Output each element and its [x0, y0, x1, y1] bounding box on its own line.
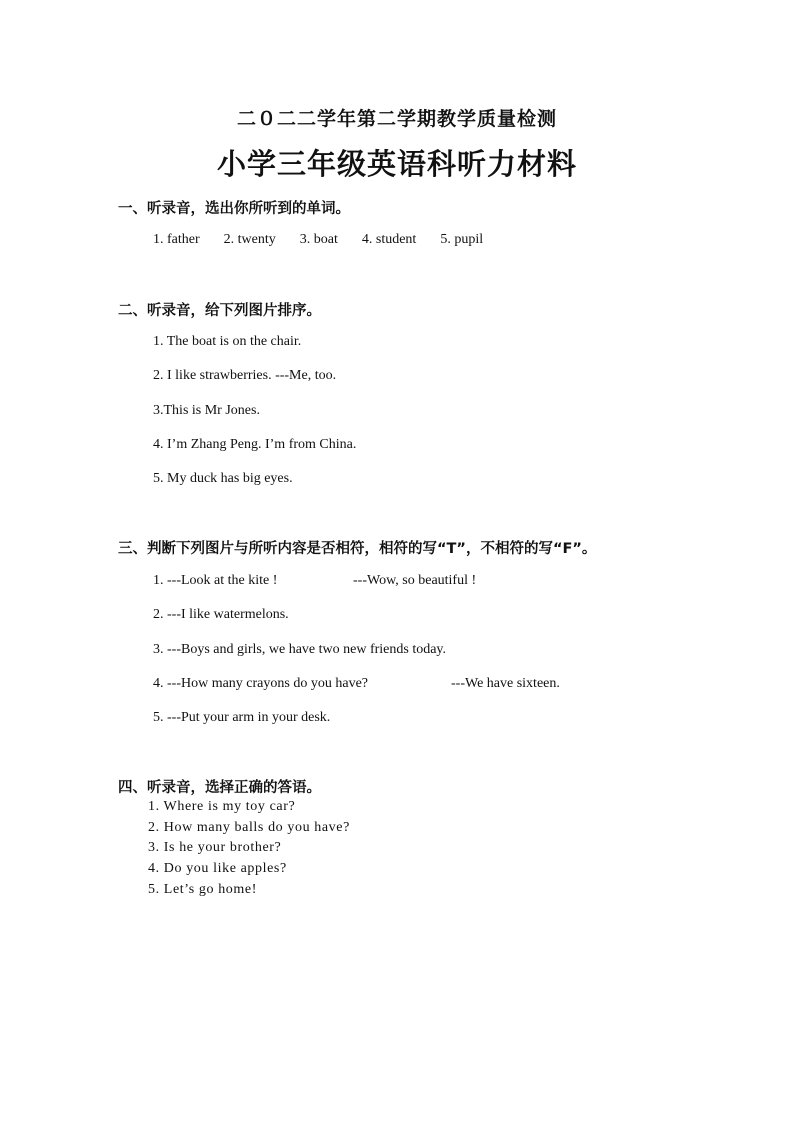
list-item: 5. ---Put your arm in your desk.	[153, 710, 331, 725]
list-item: 1. The boat is on the chair.	[153, 334, 302, 349]
section-3-heading: 三、判断下列图片与所听内容是否相符，相符的写“T”，不相符的写“F”。	[118, 541, 597, 557]
list-item: 1. Where is my toy car?	[148, 799, 296, 814]
list-item: 4. Do you like apples?	[148, 861, 287, 876]
document-subtitle: 小学三年级英语科听力材料	[216, 147, 577, 181]
list-item: 4. I’m Zhang Peng. I’m from China.	[153, 437, 357, 452]
list-item: 5. Let’s go home!	[148, 882, 257, 897]
list-item: 2. ---I like watermelons.	[153, 607, 289, 622]
word-item: 4. student	[361, 232, 417, 247]
list-item: 3. Is he your brother?	[148, 840, 282, 855]
list-item: 2. How many balls do you have?	[148, 820, 350, 835]
section-2-heading: 二、听录音，给下列图片排序。	[118, 303, 321, 319]
section-4-heading: 四、听录音，选择正确的答语。	[118, 780, 321, 796]
word-item: 2. twenty	[223, 232, 276, 247]
list-item: 2. I like strawberries. ---Me, too.	[153, 368, 337, 383]
document-title: 二０二二学年第二学期教学质量检测	[236, 108, 557, 130]
word-item: 1. father	[153, 232, 200, 247]
word-item: 5. pupil	[440, 232, 484, 247]
list-item: 5. My duck has big eyes.	[153, 471, 293, 486]
list-item: 4. ---How many crayons do you have?	[153, 676, 368, 691]
list-item-response: ---We have sixteen.	[451, 676, 560, 691]
section-1-heading: 一、听录音，选出你所听到的单词。	[118, 201, 350, 217]
word-item: 3. boat	[299, 232, 338, 247]
list-item: 3.This is Mr Jones.	[153, 403, 260, 418]
list-item-response: ---Wow, so beautiful !	[353, 573, 477, 588]
section-1-word-list	[153, 232, 507, 248]
list-item: 3. ---Boys and girls, we have two new friends today.	[153, 642, 447, 657]
list-item: 1. ---Look at the kite !	[153, 573, 278, 588]
